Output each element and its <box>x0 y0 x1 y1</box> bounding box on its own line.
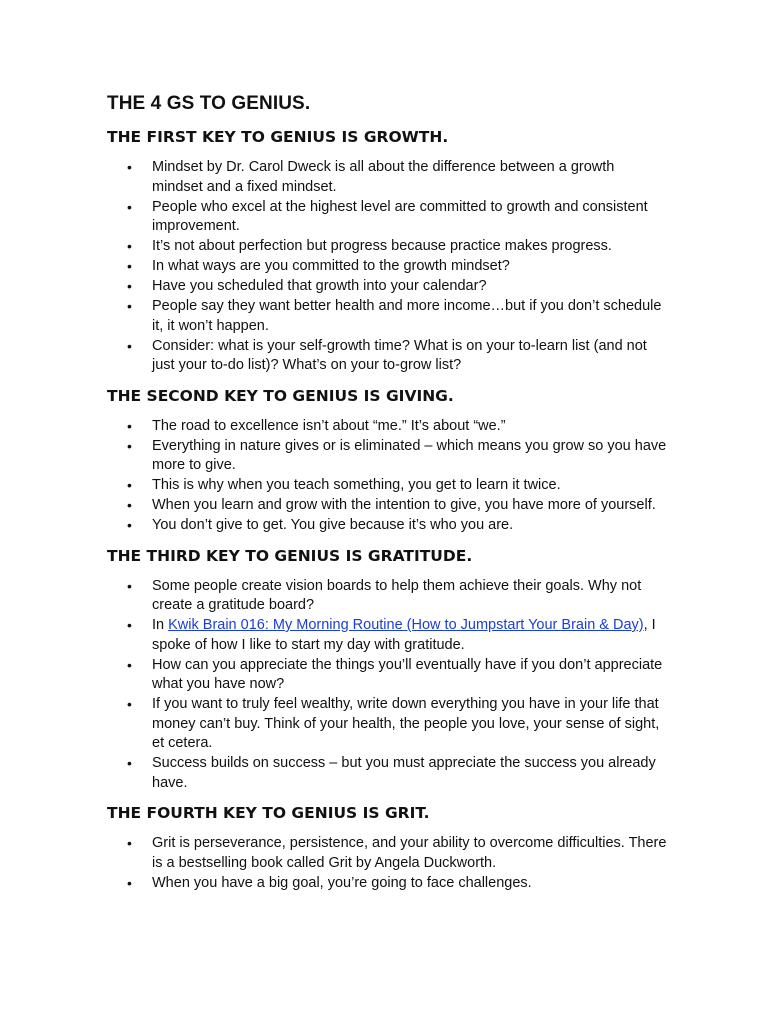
list-item: • People who excel at the highest level are committed to growth and consistent improvement. <box>107 198 667 237</box>
section-heading-giving: THE SECOND KEY TO GENIUS IS GIVING. <box>107 386 454 405</box>
list-item: • Have you scheduled that growth into your calendar? <box>107 277 667 297</box>
list-item: • When you have a big goal, you’re going to face challenges. <box>107 874 667 894</box>
list-item: • People say they want better health and more income…but if you don’t schedule it, it won’t happen. <box>107 297 667 336</box>
list-item: • How can you appreciate the things you’ll eventually have if you don’t appreciate what you have now? <box>107 656 667 695</box>
list-item: • The road to excellence isn’t about “me.” It’s about “we.” <box>107 417 667 437</box>
list-item: • Grit is perseverance, persistence, and your ability to overcome difficulties. There is a bestselling book called Grit by Angela Duckworth. <box>107 834 667 873</box>
list-item: • It’s not about perfection but progress because practice makes progress. <box>107 237 667 257</box>
list-item: • In what ways are you committed to the growth mindset? <box>107 257 667 277</box>
section-heading-grit: THE FOURTH KEY TO GENIUS IS GRIT. <box>107 804 430 822</box>
section-heading-growth: THE FIRST KEY TO GENIUS IS GROWTH. <box>107 128 449 146</box>
link-item-prefix: In <box>152 617 169 633</box>
list-item: • Everything in nature gives or is eliminated – which means you grow so you have more to give. <box>107 437 667 476</box>
bullet-list-grit <box>107 834 667 893</box>
list-item: • Some people create vision boards to help them achieve their goals. Why not create a gratitude board? <box>107 577 667 616</box>
list-item-with-link <box>107 616 667 655</box>
section-heading-gratitude: THE THIRD KEY TO GENIUS IS GRATITUDE. <box>107 546 473 565</box>
kwik-brain-016-link[interactable]: Kwik Brain 016: My Morning Routine (How to Jumpstart Your Brain & Day) <box>168 617 644 633</box>
list-item: • You don’t give to get. You give because it’s who you are. <box>107 516 667 536</box>
list-item: • Consider: what is your self-growth time? What is on your to-learn list (and not just your to-do list)? What’s on your to-grow list? <box>107 337 667 376</box>
link-item-suffix: , I spoke of how I like to start my day with gratitude. <box>152 617 656 653</box>
bullet-list-gratitude <box>107 577 667 794</box>
document-page <box>107 92 667 902</box>
list-item: • This is why when you teach something, you get to learn it twice. <box>107 476 667 496</box>
bullet-list-giving <box>107 417 667 536</box>
bullet-list-growth <box>107 158 667 376</box>
list-item: • When you learn and grow with the intention to give, you have more of yourself. <box>107 496 667 516</box>
list-item: • If you want to truly feel wealthy, write down everything you have in your life that money can’t buy. Think of your health, the people you love, your sense of sight, et cetera. <box>107 695 667 754</box>
list-item: • Success builds on success – but you must appreciate the success you already have. <box>107 754 667 793</box>
list-item: • Mindset by Dr. Carol Dweck is all about the difference between a growth mindset and a fixed mindset. <box>107 158 667 197</box>
document-title: THE 4 GS TO GENIUS. <box>107 93 311 114</box>
